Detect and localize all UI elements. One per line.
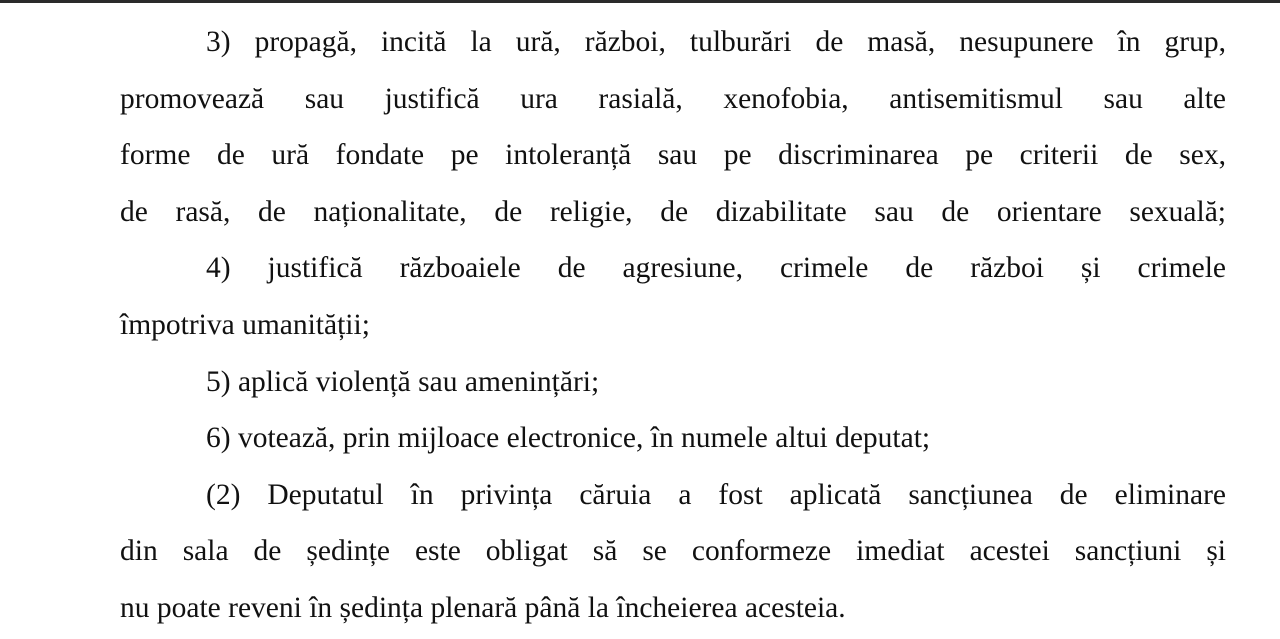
text-line: promovează sau justifică ura rasială, xenofobia, antisemitismul sau alte bbox=[120, 82, 1226, 115]
text-line: (2) Deputatul în privința căruia a fost aplicată sancțiunea de eliminare bbox=[206, 478, 1226, 511]
text-line: 5) aplică violență sau amenințări; bbox=[206, 365, 600, 398]
text-line: 4) justifică războaiele de agresiune, crimele de război și crimele bbox=[206, 252, 1226, 285]
text-line: de rasă, de naționalitate, de religie, de dizabilitate sau de orientare sexuală; bbox=[120, 195, 1226, 228]
text-line: forme de ură fondate pe intoleranță sau pe discriminarea pe criterii de sex, bbox=[120, 139, 1226, 172]
text-line: din sala de ședințe este obligat să se conformeze imediat acestei sancțiuni și bbox=[120, 535, 1226, 568]
text-line: nu poate reveni în ședința plenară până la încheierea acesteia. bbox=[120, 591, 846, 624]
text-line: 3) propagă, incită la ură, război, tulburări de masă, nesupunere în grup, bbox=[206, 26, 1226, 58]
document-page bbox=[120, 14, 1226, 637]
page-top-edge bbox=[0, 0, 1280, 3]
text-line: 6) votează, prin mijloace electronice, în numele altui deputat; bbox=[206, 422, 931, 455]
text-line: împotriva umanității; bbox=[120, 308, 370, 341]
